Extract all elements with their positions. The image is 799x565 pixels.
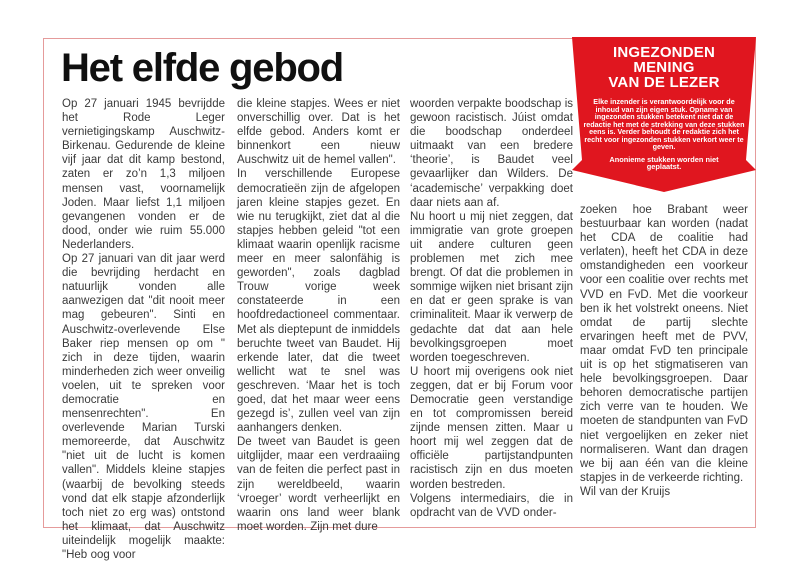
article-column-2 (237, 97, 400, 534)
article-paragraph: zoeken hoe Brabant weer bestuurbaar kan worden (nadat het CDA de coalitie had verlaten), heeft het CDA in deze omstandigheden een voorkeur voor een coalitie over rechts met VVD en FvD. Met die voorkeur ben ik het volstrekt oneens. Niet omdat de partij slechte ervaringen heeft met de PVV, maar omdat FvD ten principale uit is op het stigmatiseren van hele bevolkingsgroepen. Daar behoren democratische partijen zich verre van te houden. We moeten de standpunten van FvD niet vergoelijken en zeker niet normaliseren. Want dan dragen we bij aan één van die kleine stapjes in de verkeerde richting. (580, 204, 748, 484)
article-column-3 (410, 97, 573, 520)
badge-heading-line: MENING (633, 59, 695, 76)
article-column-1 (62, 97, 225, 562)
badge-heading (572, 45, 756, 90)
badge-note: Anonieme stukken worden niet geplaatst. (609, 154, 719, 172)
article-paragraph: Volgens intermediairs, die in opdracht van de VVD onder- (410, 492, 573, 519)
badge-heading-line: VAN DE LEZER (608, 74, 720, 91)
article-paragraph: Op 27 januari van dit jaar werd die bevrijding herdacht en natuurlijk vonden alle aanwezigen dat "dit nooit meer mag gebeuren". Sinti en Auschwitz-overlevende Else Baker riep mensen op om " zich in deze tijden, waarin minderheden zich weer onveilig voelen, uit te spreken voor democratie en mensenrechten". En overlevende Marian Turski memoreerde, dat Auschwitz "niet uit de lucht is komen vallen". Middels kleine stapjes (waarbij de bevolking steeds vond dat elk stapje afzonderlijk toch niet zo erg was) ontstond het klimaat, dat Auschwitz uiteindelijk mogelijk maakte: "Heb oog voor (62, 253, 225, 561)
article-paragraph: woorden verpakte boodschap is gewoon racistisch. Júist omdat die boodschap onderdeel uitmaakt van een bredere ‘theorie’, is Baudet veel gevaarlijker dan Wilders. De ‘academische’ verpakking doet daar niets aan af. (410, 98, 573, 209)
article-column-4 (580, 203, 748, 499)
article-paragraph: die kleine stapjes. Wees er niet onverschillig over. Dat is het elfde gebod. Anders komt er binnenkort een nieuw Auschwitz uit de hemel vallen". (237, 98, 400, 167)
article-paragraph: Op 27 januari 1945 bevrijdde het Rode Leger vernietigingskamp Auschwitz-Birkenau. Gedurende de kleine vijf jaar dat dit kamp bestond, zaten er zo’n 1,3 miljoen mensen vast, voornamelijk Joden. Maar liefst 1,1 miljoen gevangenen vonden er de dood, onder wie ruim 55.000 Nederlanders. (62, 98, 225, 251)
badge-heading-line: INGEZONDEN (612, 44, 715, 61)
article-paragraph: In verschillende Europese democratieën zijn de afgelopen jaren kleine stapjes gezet. En wie nu terugkijkt, ziet dat al die stapjes hebben geleid "tot een klimaat waarin openlijk racisme meer en meer salonfähig is geworden", zoals dagblad Trouw vorige week constateerde in een hoofdredactioneel commentaar. Met als dieptepunt de inmiddels beruchte tweet van Baudet. Hij erkende later, dat die tweet wellicht wat te snel was geschreven. ‘Maar het is toch goed, dat het maar weer eens gezegd is’, zullen veel van zijn aanhangers denken. (237, 168, 400, 435)
author-signature: Wil van der Kruijs (580, 485, 671, 498)
article-paragraph: Nu hoort u mij niet zeggen, dat immigratie van grote groepen uit andere culturen geen problemen met zich mee brengt. Of dat die problemen in sommige wijken niet brisant zijn en dat er geen sprake is van criminaliteit. Maar ik verwerp de gedachte dat dat aan hele bevolkingsgroepen moet worden toegeschreven. (410, 210, 573, 364)
badge-disclaimer: Elke inzender is verantwoordelijk voor de inhoud van zijn eigen stuk. Opname van ingezonden stukken betekent niet dat de redactie het met de strekking van deze stukken eens is. Verder behoudt de redaktie zich het recht voor ingezonden stukken verkort weer te geven. (583, 97, 745, 151)
article-title: Het elfde gebod (61, 46, 344, 90)
article-paragraph: De tweet van Baudet is geen uitglijder, maar een verdraaiing van de feiten die perfect past in zijn wereldbeeld, waarin ‘vroeger’ wordt verheerlijkt en waarin ons land weer blank moet worden. Zijn met dure (237, 436, 400, 533)
article-paragraph: U hoort mij overigens ook niet zeggen, dat er bij Forum voor Democratie geen verstandige en tot compromissen bereid zijnde mensen zitten. Maar u hoort mij wel zeggen dat de officiële partijstandpunten racistisch zijn en dus moeten worden bestreden. (410, 365, 573, 491)
reader-opinion-badge (572, 37, 756, 192)
badge-content (572, 45, 756, 171)
